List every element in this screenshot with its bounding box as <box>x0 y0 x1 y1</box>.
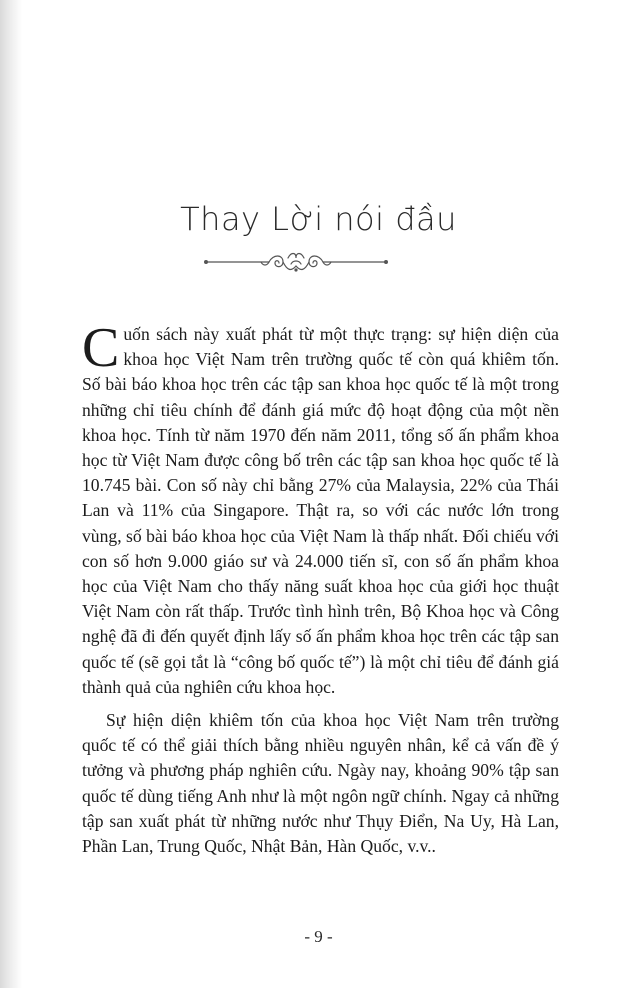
paragraph-1-text: uốn sách này xuất phát từ một thực trạng: sự hiện diện của khoa học Việt Nam trên trường quốc tế còn quá khiêm tốn. Số bài báo khoa học trên các tập san khoa học quốc tế là một trong những chỉ tiêu chính để đánh giá mức độ hoạt động của một nền khoa học. Tính từ năm 1970 đến năm 2011, tổng số ấn phẩm khoa học từ Việt Nam được công bố trên các tập san khoa học quốc tế là 10.745 bài. Con số này chỉ bằng 27% của Malaysia, 22% của Thái Lan và 11% của Singapore. Thật ra, so với các nước lớn trong vùng, số bài báo khoa học của Việt Nam là thấp nhất. Đối chiếu với con số hơn 9.000 giáo sư và 24.000 tiến sĩ, con số ấn phẩm khoa học của Việt Nam cho thấy năng suất khoa học của giới học thuật Việt Nam còn rất thấp. Trước tình hình trên, Bộ Khoa học và Công nghệ đã đi đến quyết định lấy số ấn phẩm khoa học trên các tập san quốc tế (sẽ gọi tắt là “công bố quốc tế”) là một chỉ tiêu để đánh giá thành quả của nghiên cứu khoa học. <box>82 324 559 697</box>
drop-cap: C <box>82 317 120 379</box>
page-edge-shadow <box>0 0 22 988</box>
page-number: - 9 - <box>304 927 333 946</box>
paragraph-2: Sự hiện diện khiêm tốn của khoa học Việt Nam trên trường quốc tế có thể giải thích bằng nhiều nguyên nhân, kể cả vấn đề ý tưởng và phương pháp nghiên cứu. Ngày nay, khoảng 90% tập san quốc tế dùng tiếng Anh như là một ngôn ngữ chính. Ngay cả những tập san xuất phát từ những nước như Thụy Điển, Na Uy, Hà Lan, Phần Lan, Trung Quốc, Nhật Bản, Hàn Quốc, v.v.. <box>82 710 559 857</box>
body-text <box>82 317 559 867</box>
flourish-divider-icon <box>203 250 389 278</box>
paragraph-1 <box>82 317 559 700</box>
chapter-title: Thay Lời nói đầu <box>180 200 457 238</box>
